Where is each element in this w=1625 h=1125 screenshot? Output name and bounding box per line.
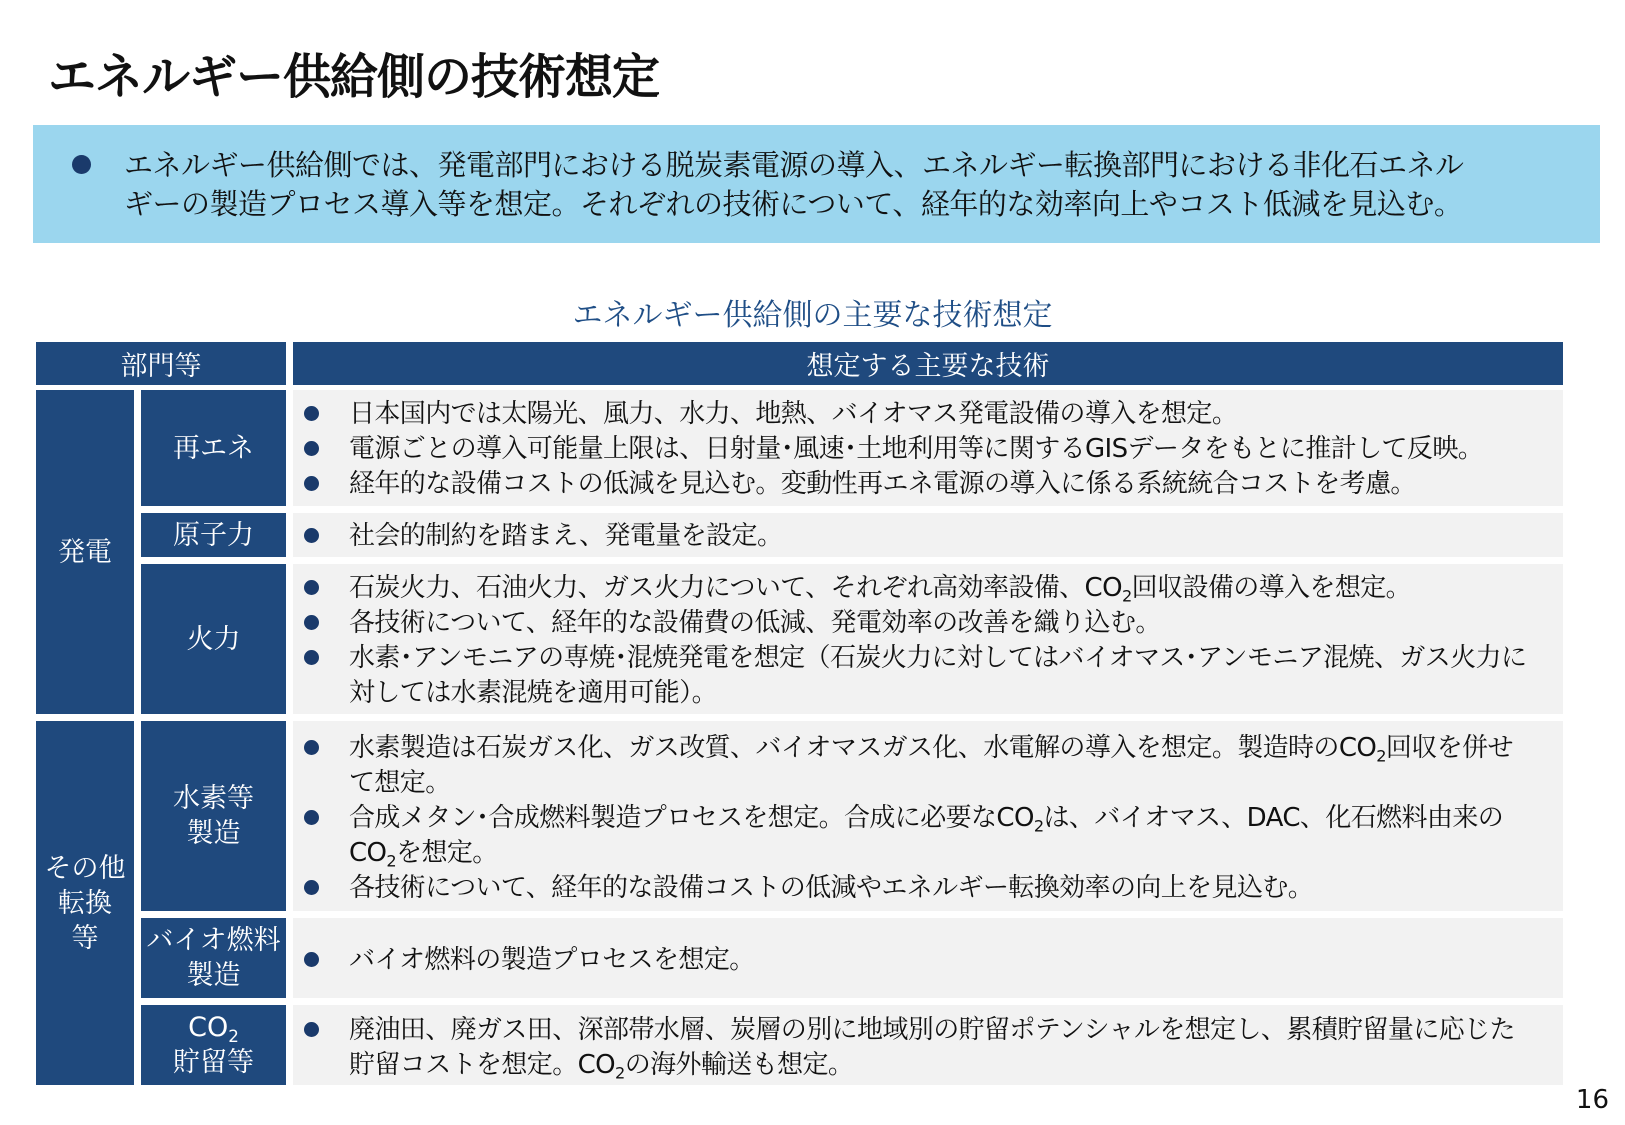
header-sector: 部門等 bbox=[36, 342, 286, 385]
bullet-icon bbox=[304, 476, 319, 491]
biofuel-line-1: バイオ燃料の製造プロセスを想定。 bbox=[349, 945, 755, 975]
bullet-icon bbox=[304, 1022, 319, 1037]
bullet-icon bbox=[304, 528, 319, 543]
bullet-icon bbox=[304, 615, 319, 630]
summary-line-2: ギーの製造プロセス導入等を想定。それぞれの技術について、経年的な効率向上やコスト低減を見込む。 bbox=[124, 187, 1463, 221]
renewable-line-2: 電源ごとの導入可能量上限は、日射量･風速･土地利用等に関するGISデータをもとに推計して反映。 bbox=[349, 434, 1484, 464]
row-label-renewable: 再エネ bbox=[141, 390, 286, 506]
renewable-line-1: 日本国内では太陽光、風力、水力、地熱、バイオマス発電設備の導入を想定。 bbox=[349, 399, 1238, 429]
bullet-icon bbox=[304, 441, 319, 456]
hydrogen-line-3: 各技術について、経年的な設備コストの低減やエネルギー転換効率の向上を見込む。 bbox=[349, 873, 1314, 903]
hydrogen-line-1-cont: て想定。 bbox=[349, 768, 451, 798]
co2-line-1: 廃油田、廃ガス田、深部帯水層、炭層の別に地域別の貯留ポテンシャルを想定し、累積貯留量に応じた bbox=[349, 1015, 1515, 1045]
bullet-icon bbox=[304, 952, 319, 967]
hydrogen-line-2: 合成メタン･合成燃料製造プロセスを想定。合成に必要な$CO_2$は、バイオマス、DAC、化石燃料由来の bbox=[349, 803, 1504, 836]
table-title: エネルギー供給側の主要な技術想定 bbox=[572, 298, 1053, 333]
bullet-icon bbox=[304, 406, 319, 421]
co2-line-2: 貯留コストを想定。$CO_2$の海外輸送も想定。 bbox=[349, 1050, 854, 1083]
bullet-icon bbox=[304, 740, 319, 755]
row-label-co2-storage: $CO_2$ 貯留等 bbox=[141, 1005, 286, 1085]
bullet-icon bbox=[304, 810, 319, 825]
row-label-biofuel: バイオ燃料 製造 bbox=[141, 918, 286, 998]
thermal-line-2: 各技術について、経年的な設備費の低減、発電効率の改善を織り込む。 bbox=[349, 608, 1161, 638]
hydrogen-line-2-cont: $CO_2$を想定。 bbox=[349, 838, 498, 871]
row-label-nuclear: 原子力 bbox=[141, 513, 286, 557]
page-number: 16 bbox=[1575, 1085, 1609, 1115]
bullet-icon bbox=[304, 580, 319, 595]
header-technology: 想定する主要な技術 bbox=[293, 342, 1563, 385]
group-power: 発電 bbox=[36, 390, 134, 714]
thermal-line-1: 石炭火力、石油火力、ガス火力について、それぞれ高効率設備、$CO_2$回収設備の導入を想定。 bbox=[349, 573, 1412, 606]
group-other-conversion: その他 転換 等 bbox=[36, 721, 134, 1085]
renewable-line-3: 経年的な設備コストの低減を見込む。変動性再エネ電源の導入に係る系統統合コストを考慮。 bbox=[349, 469, 1416, 499]
page-title: エネルギー供給側の技術想定 bbox=[48, 49, 660, 105]
hydrogen-line-1: 水素製造は石炭ガス化、ガス改質、バイオマスガス化、水電解の導入を想定。製造時の$CO_2$回収を併せ bbox=[349, 733, 1513, 766]
summary-line-1: エネルギー供給側では、発電部門における脱炭素電源の導入、エネルギー転換部門における非化石エネル bbox=[124, 148, 1464, 182]
row-label-hydrogen: 水素等 製造 bbox=[141, 721, 286, 911]
row-label-thermal: 火力 bbox=[141, 564, 286, 714]
thermal-line-3-cont: 対しては水素混焼を適用可能）。 bbox=[349, 678, 718, 708]
summary-text bbox=[124, 146, 1564, 224]
thermal-line-3: 水素･アンモニアの専焼･混焼発電を想定（石炭火力に対してはバイオマス･アンモニア混焼、ガス火力に bbox=[349, 643, 1527, 673]
bullet-icon bbox=[304, 650, 319, 665]
nuclear-line-1: 社会的制約を踏まえ、発電量を設定。 bbox=[349, 521, 783, 551]
bullet-icon bbox=[72, 155, 91, 174]
bullet-icon bbox=[304, 880, 319, 895]
